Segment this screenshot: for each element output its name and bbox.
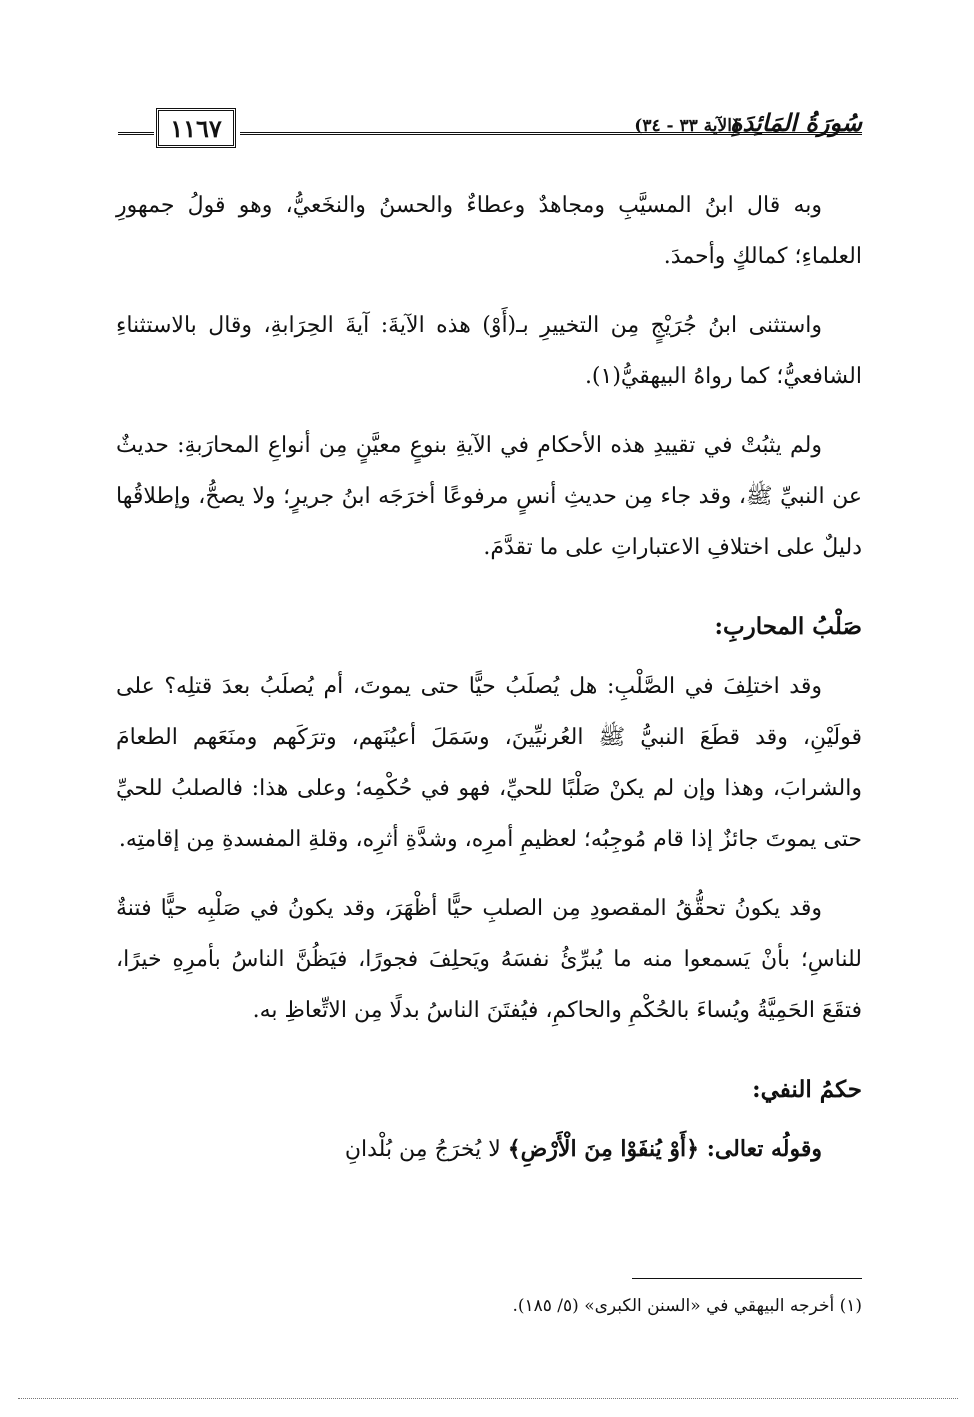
paragraph: ولم يثبُتْ في تقييدِ هذه الأحكامِ في الآيةِ بنوعٍ معيَّنٍ مِن أنواعِ المحارَبةِ: حديثٌ عن النبيِّ ﷺ، وقد جاء مِن حديثِ أنسٍ مرفوعًا أخرَجَه ابنُ جريرٍ؛ ولا يصحُّ، وإطلاقُها دليلٌ على اختلافِ الاعتباراتِ على ما تقدَّمَ. (116, 433, 862, 560)
footnote-separator (632, 1278, 862, 1279)
surah-title: سُورَةُ المَائِدَةِ (729, 108, 862, 137)
section-heading: صَلْبُ المحاربِ: (714, 613, 862, 640)
paragraph (116, 1124, 862, 1175)
page-body (116, 180, 862, 1175)
scan-edge (18, 1398, 958, 1399)
footnote: (١) أخرجه البيهقي في «السنن الكبرى» (٥/ ١٨٥). (512, 1296, 862, 1316)
paragraph: واستثنى ابنُ جُرَيْجٍ مِن التخييرِ بـ(أَوْ) هذه الآيةَ: آيةَ الحِرَابةِ، وقال بالاستثناءِ الشافعيُّ؛ كما رواهُ البيهقيُّ(١). (116, 313, 862, 389)
paragraph: وقد يكونُ تحقُّقُ المقصودِ مِن الصلبِ حيًّا أظْهَرَ، وقد يكونُ في صَلْبِه حيًّا فتنةٌ للناسِ؛ بأنْ يَسمعوا منه ما يُبرِّئُ نفسَهُ ويَحلِفَ فجورًا، فيَظُنَّ الناسُ بأمرِهِ خيرًا، فتقَعَ الحَمِيَّةُ ويُساءَ بالحُكْمِ والحاكمِ، فيُفتَنَ الناسُ بدلًا مِن الاتِّعاظِ به. (116, 896, 862, 1023)
ayah-range: (الآية ٣٣ - ٣٤) (634, 116, 740, 136)
verse-lead: وقولُه تعالى: (699, 1136, 822, 1162)
header-rule-right (240, 132, 862, 135)
section-heading: حكمُ النفي: (752, 1076, 862, 1103)
header-rule-left (118, 132, 154, 135)
paragraph-text: لا يُخرَجُ مِن بُلْدانِ (344, 1137, 508, 1162)
paragraph: وقد اختلِفَ في الصَّلْبِ: هل يُصلَبُ حيًّا حتى يموتَ، أم يُصلَبُ بعدَ قتلِه؟ على قولَيْنِ، وقد قطَعَ النبيُّ ﷺ العُرنيِّينَ، وسَمَلَ أعيُنَهم، وترَكَهم ومنَعَهم الطعامَ والشرابَ، وهذا وإن لم يكنْ صَلْبًا للحيِّ، فهو في حُكْمِه؛ وعلى هذا: فالصلبُ للحيِّ حتى يموتَ جائزٌ إذا قام مُوجِبُه؛ لعظيمِ أمرِه، وشدَّةِ أثرِه، وقلةِ المفسدةِ مِن إقامتِه. (116, 674, 862, 852)
quran-quote: ﴿أَوْ يُنفَوْا مِنَ الْأَرْضِ﴾ (507, 1136, 700, 1162)
paragraph: وبه قال ابنُ المسيَّبِ ومجاهدٌ وعطاءٌ والحسنُ والنخَعيُّ، وهو قولُ جمهورِ العلماءِ؛ كمالكٍ وأحمدَ. (116, 193, 862, 269)
page-number: ١١٦٧ (156, 108, 236, 148)
